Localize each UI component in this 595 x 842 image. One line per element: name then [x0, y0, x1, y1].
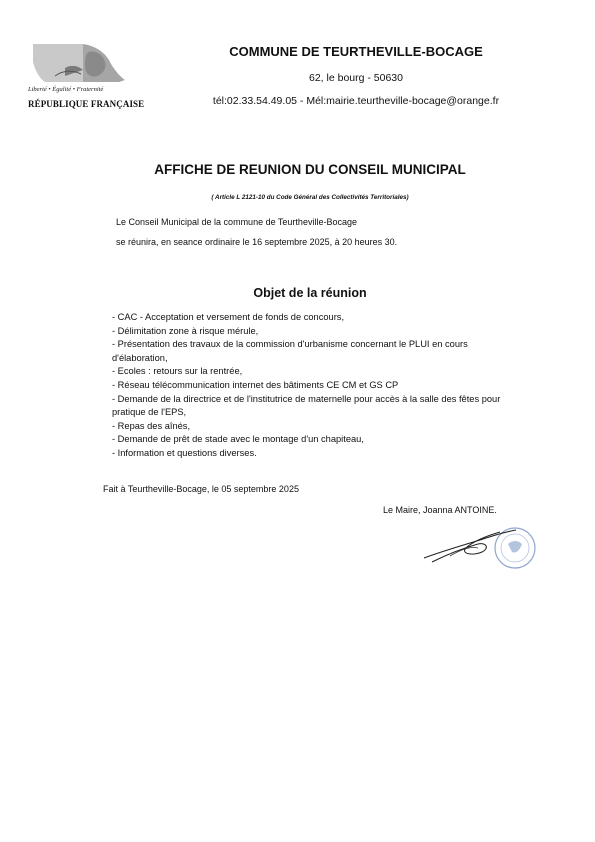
done-at-line: Fait à Teurtheville-Bocage, le 05 septembre 2025	[103, 484, 299, 494]
commune-name: COMMUNE DE TEURTHEVILLE-BOCAGE	[229, 44, 483, 59]
legal-article-reference: ( Article L 2121-10 du Code Général des Collectivités Territoriales)	[211, 194, 409, 201]
agenda-item: - Délimitation zone à risque mérule,	[112, 325, 259, 336]
agenda-item: - Présentation des travaux de la commission d'urbanisme concernant le PLUI en cours d'élaboration,	[112, 339, 468, 363]
section-title: Objet de la réunion	[253, 286, 367, 300]
agenda-item: - CAC - Acceptation et versement de fonds de concours,	[112, 312, 345, 322]
republic-motto: Liberté • Égalité • Fraternité	[28, 86, 104, 93]
handwritten-signature-icon	[424, 530, 516, 562]
agenda-item: - Repas des aînés,	[112, 420, 191, 431]
agenda-item: - Réseau télécommunication internet des bâtiments CE CM et GS CP	[112, 379, 399, 390]
agenda-item: - Information et questions diverses.	[112, 447, 257, 458]
page-title: AFFICHE DE REUNION DU CONSEIL MUNICIPAL	[154, 162, 466, 177]
intro-line-2: se réunira, en seance ordinaire le 16 septembre 2025, à 20 heures 30.	[116, 237, 398, 247]
commune-address: 62, le bourg - 50630	[309, 72, 403, 84]
intro-line-1: Le Conseil Municipal de la commune de Teurtheville-Bocage	[116, 217, 357, 227]
signatory-name: Le Maire, Joanna ANTOINE.	[383, 505, 497, 515]
signature-block	[420, 518, 540, 580]
agenda-item: - Ecoles : retours sur la rentrée,	[112, 366, 243, 377]
republic-name: RÉPUBLIQUE FRANÇAISE	[28, 99, 145, 109]
agenda-list	[112, 311, 512, 461]
agenda-item: - Demande de la directrice et de l'institutrice de maternelle pour accès à la salle des fêtes pour pratique de l'EPS,	[112, 393, 501, 418]
agenda-item: - Demande de prêt de stade avec le montage d'un chapiteau,	[112, 434, 364, 445]
commune-contact: tél:02.33.54.49.05 - Mél:mairie.teurtheville-bocage@orange.fr	[212, 95, 500, 107]
